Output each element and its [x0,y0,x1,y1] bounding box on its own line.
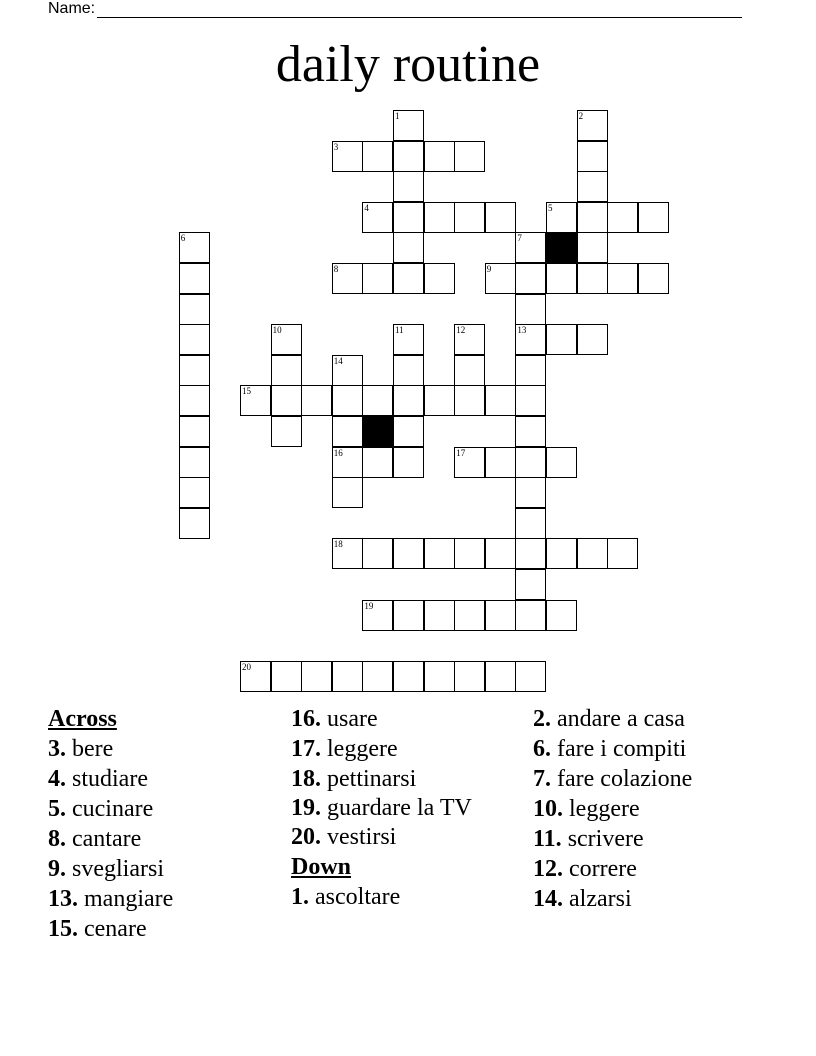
grid-cell[interactable] [362,141,393,172]
grid-cell[interactable] [546,324,577,355]
grid-cell[interactable] [577,202,608,233]
clue-down-2: 2. andare a casa [533,706,685,732]
grid-cell[interactable] [454,538,485,569]
cell-number: 2 [578,111,584,121]
grid-cell[interactable] [393,447,424,478]
grid-cell[interactable] [271,661,302,692]
grid-cell[interactable] [332,263,363,294]
clue-across-19: 19. guardare la TV [291,795,472,821]
cell-number: 13 [517,325,527,336]
grid-cell[interactable] [546,538,577,569]
cell-number: 5 [548,202,553,213]
clue-down-14: 14. alzarsi [533,886,632,912]
grid-cell[interactable] [362,385,393,416]
grid-cell[interactable] [454,141,485,172]
grid-cell[interactable] [515,600,546,631]
clue-across-15: 15. cenare [48,916,147,942]
grid-cell[interactable] [179,324,210,355]
clue-across-16: 16. usare [291,706,378,732]
grid-cell[interactable] [454,355,485,386]
clue-across-4: 4. studiare [48,766,148,792]
grid-cell[interactable] [393,324,424,355]
grid-cell[interactable] [485,385,516,416]
grid-cell[interactable] [362,538,393,569]
grid-cell[interactable] [393,110,424,141]
grid-cell[interactable] [362,661,393,692]
clue-across-8: 8. cantare [48,826,142,852]
grid-cell[interactable] [515,447,546,478]
grid-cell[interactable] [362,600,393,631]
grid-cell[interactable] [454,447,485,478]
cell-number: 4 [364,202,369,213]
grid-cell[interactable] [577,263,608,294]
grid-cell[interactable] [393,263,424,294]
clue-across-17: 17. leggere [291,736,398,762]
cell-number: 15 [242,386,251,397]
grid-cell[interactable] [577,110,608,141]
grid-cell[interactable] [332,385,363,416]
grid-cell[interactable] [332,477,363,508]
grid-cell[interactable] [577,171,608,202]
grid-cell[interactable] [485,202,516,233]
cell-number: 11 [395,325,404,336]
grid-cell[interactable] [424,385,455,416]
cell-number: 1 [395,111,400,121]
cell-number: 18 [333,539,343,550]
cell-number: 20 [242,661,251,672]
clue-across-9: 9. svegliarsi [48,856,164,882]
grid-cell[interactable] [240,385,271,416]
grid-cell[interactable] [362,263,393,294]
grid-cell[interactable] [332,141,363,172]
clue-across-5: 5. cucinare [48,796,154,822]
grid-cell[interactable] [393,202,424,233]
grid-cell[interactable] [454,385,485,416]
clue-down-7: 7. fare colazione [533,766,693,792]
cell-number: 10 [272,325,282,336]
grid-cell[interactable] [301,385,332,416]
cell-number: 8 [333,264,339,274]
down-heading: Down [291,854,352,880]
grid-cell[interactable] [485,600,516,631]
grid-cell[interactable] [393,141,424,172]
grid-cell[interactable] [546,202,577,233]
grid-cell[interactable] [515,385,546,416]
grid-cell[interactable] [179,477,210,508]
grid-cell[interactable] [271,416,302,447]
grid-cell[interactable] [393,538,424,569]
black-cell [362,416,393,447]
grid-cell[interactable] [179,263,210,294]
grid-cell[interactable] [393,355,424,386]
grid-cell[interactable] [485,538,516,569]
clues-column-1 [48,704,278,944]
cell-number: 3 [333,141,339,152]
grid-cell[interactable] [546,263,577,294]
clue-down-12: 12. correre [533,856,637,882]
grid-cell[interactable] [393,661,424,692]
black-cell [546,232,577,263]
cell-number: 6 [180,233,186,244]
grid-cell[interactable] [577,538,608,569]
grid-cell[interactable] [515,661,546,692]
clue-across-3: 3. bere [48,736,114,762]
clues-column-3 [533,704,783,914]
grid-cell[interactable] [271,355,302,386]
grid-cell[interactable] [332,447,363,478]
cell-number: 17 [456,447,466,458]
grid-cell[interactable] [179,294,210,325]
clue-across-20: 20. vestirsi [291,824,397,850]
grid-cell[interactable] [515,263,546,294]
grid-cell[interactable] [240,661,271,692]
grid-cell[interactable] [179,508,210,539]
name-label: Name: [48,0,96,17]
grid-cell[interactable] [301,661,332,692]
grid-cell[interactable] [515,294,546,325]
clue-down-6: 6. fare i compiti [533,736,687,762]
grid-cell[interactable] [179,355,210,386]
clue-across-18: 18. pettinarsi [291,766,417,792]
grid-cell[interactable] [454,661,485,692]
grid-cell[interactable] [179,232,210,263]
page-title: daily routine [275,36,541,93]
cell-number: 9 [486,264,492,274]
clue-down-1: 1. ascoltare [291,884,401,910]
grid-cell[interactable] [607,202,638,233]
grid-cell[interactable] [638,263,669,294]
grid-cell[interactable] [515,416,546,447]
grid-cell[interactable] [424,141,455,172]
grid-cell[interactable] [515,538,546,569]
grid-cell[interactable] [362,447,393,478]
grid-cell[interactable] [515,477,546,508]
grid-cell[interactable] [271,385,302,416]
clues-column-2 [291,704,496,912]
cell-number: 7 [517,233,522,244]
grid-cell[interactable] [607,538,638,569]
grid-cell[interactable] [332,416,363,447]
grid-cell[interactable] [424,538,455,569]
clue-across-13: 13. mangiare [48,886,174,912]
grid-cell[interactable] [393,385,424,416]
grid-cell[interactable] [179,416,210,447]
grid-cell[interactable] [179,385,210,416]
clue-down-11: 11. scrivere [533,826,644,852]
grid-cell[interactable] [332,661,363,692]
grid-cell[interactable] [515,508,546,539]
grid-cell[interactable] [424,202,455,233]
grid-cell[interactable] [362,202,393,233]
grid-cell[interactable] [424,600,455,631]
grid-cell[interactable] [393,232,424,263]
grid-cell[interactable] [515,324,546,355]
grid-cell[interactable] [454,324,485,355]
grid-cell[interactable] [179,447,210,478]
grid-cell[interactable] [424,661,455,692]
grid-cell[interactable] [515,569,546,600]
grid-cell[interactable] [393,416,424,447]
grid-cell[interactable] [546,447,577,478]
grid-cell[interactable] [393,171,424,202]
grid-cell[interactable] [454,600,485,631]
grid-cell[interactable] [577,141,608,172]
grid-cell[interactable] [638,202,669,233]
cell-number: 12 [456,325,466,336]
across-heading: Across [48,706,117,732]
grid-cell[interactable] [485,661,516,692]
grid-cell[interactable] [454,202,485,233]
grid-cell[interactable] [577,232,608,263]
grid-cell[interactable] [332,355,363,386]
cell-number: 14 [333,355,343,366]
grid-cell[interactable] [332,538,363,569]
grid-cell[interactable] [271,324,302,355]
grid-cell[interactable] [424,263,455,294]
cell-number: 19 [364,600,374,611]
grid-cell[interactable] [515,232,546,263]
cell-number: 16 [333,447,343,458]
clue-down-10: 10. leggere [533,796,640,822]
grid-cell[interactable] [607,263,638,294]
grid-cell[interactable] [393,600,424,631]
grid-cell[interactable] [546,600,577,631]
grid-cell[interactable] [515,355,546,386]
grid-cell[interactable] [577,324,608,355]
grid-cell[interactable] [485,447,516,478]
grid-cell[interactable] [485,263,516,294]
